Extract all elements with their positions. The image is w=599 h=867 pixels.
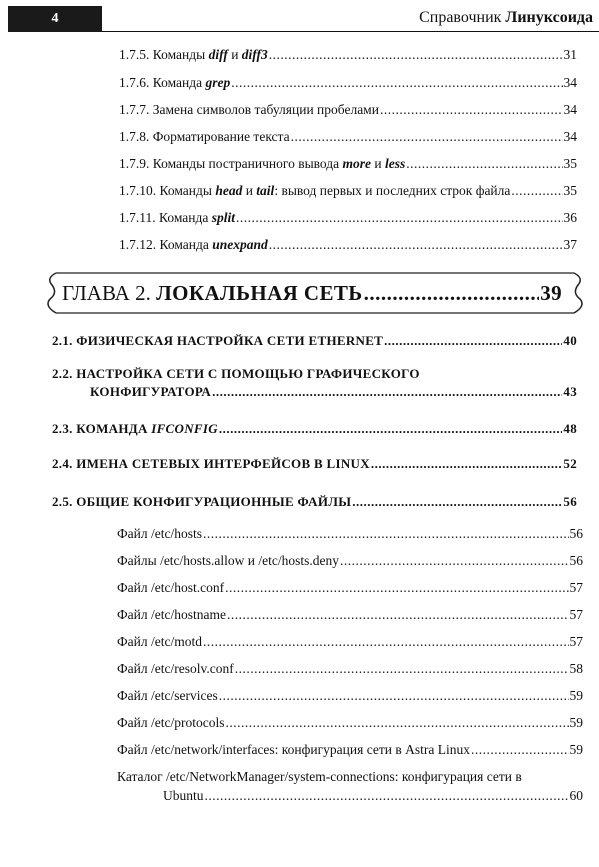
toc-entry[interactable]: 1.7.7. Замена символов табуляции пробелами ..... 34 bbox=[119, 102, 577, 118]
page-ref: 34 bbox=[563, 129, 577, 144]
toc-section[interactable]: 2.1. ФИЗИЧЕСКАЯ НАСТРОЙКА СЕТИ ETHERNET ..... 40 bbox=[52, 333, 577, 349]
dot-leader bbox=[212, 384, 562, 400]
page-ref: 57 bbox=[569, 634, 583, 649]
page-number: 4 bbox=[51, 11, 59, 26]
page-ref: 57 bbox=[569, 607, 583, 622]
page-ref: 60 bbox=[569, 788, 583, 803]
dot-leader bbox=[225, 715, 568, 731]
dot-leader bbox=[219, 421, 562, 437]
page-ref: 35 bbox=[563, 183, 577, 198]
toc-file-entry[interactable]: Файл /etc/protocols ..... 59 bbox=[117, 715, 583, 731]
page-ref: 39 bbox=[540, 281, 562, 305]
toc-file-entry[interactable]: Файл /etc/services ..... 59 bbox=[117, 688, 583, 704]
toc-file-entry[interactable]: Ubuntu ..... 60 bbox=[163, 788, 583, 804]
book-title: Справочник Линуксоида bbox=[419, 9, 593, 26]
header-rule bbox=[102, 31, 599, 32]
dot-leader bbox=[203, 526, 569, 542]
dot-leader bbox=[371, 456, 562, 472]
dot-leader bbox=[340, 553, 568, 569]
dot-leader bbox=[364, 281, 540, 306]
page-ref: 48 bbox=[563, 421, 577, 436]
toc-file-entry[interactable]: Файл /etc/hostname ..... 57 bbox=[117, 607, 583, 623]
dot-leader bbox=[227, 607, 569, 623]
toc-file-entry[interactable]: Файл /etc/hosts ..... 56 bbox=[117, 526, 583, 542]
page-ref: 56 bbox=[569, 526, 583, 541]
page-header bbox=[8, 6, 599, 32]
toc-entry[interactable]: 1.7.11. Команда split ..... 36 bbox=[119, 210, 577, 226]
toc-file-entry[interactable]: Файлы /etc/hosts.allow и /etc/hosts.deny ..... 56 bbox=[117, 553, 583, 569]
dot-leader bbox=[219, 688, 569, 704]
toc-file-entry-line1[interactable]: Каталог /etc/NetworkManager/system-connections: конфигурация сети в bbox=[117, 769, 522, 784]
toc-entry[interactable]: 1.7.8. Форматирование текста ..... 34 bbox=[119, 129, 577, 145]
dot-leader bbox=[269, 47, 563, 63]
page-ref: 59 bbox=[569, 715, 583, 730]
dot-leader bbox=[352, 494, 562, 510]
dot-leader bbox=[231, 75, 562, 91]
page-ref: 34 bbox=[563, 75, 577, 90]
dot-leader bbox=[269, 237, 563, 253]
dot-leader bbox=[205, 788, 569, 804]
page-ref: 43 bbox=[563, 384, 577, 399]
chapter-heading[interactable] bbox=[44, 270, 584, 316]
toc-entry[interactable]: 1.7.6. Команда grep ..... 34 bbox=[119, 75, 577, 91]
page-ref: 36 bbox=[563, 210, 577, 225]
page-ref: 57 bbox=[569, 580, 583, 595]
toc-section[interactable]: 2.4. ИМЕНА СЕТЕВЫХ ИНТЕРФЕЙСОВ В LINUX ..... 52 bbox=[52, 456, 577, 472]
page-ref: 31 bbox=[563, 47, 577, 62]
page-ref: 56 bbox=[569, 553, 583, 568]
page-ref: 34 bbox=[563, 102, 577, 117]
toc-section[interactable]: 2.3. КОМАНДА IFCONFIG ..... 48 bbox=[52, 421, 577, 437]
toc-file-entry[interactable]: Файл /etc/host.conf ..... 57 bbox=[117, 580, 583, 596]
page-ref: 35 bbox=[563, 156, 577, 171]
page-ref: 59 bbox=[569, 688, 583, 703]
page-ref: 52 bbox=[563, 456, 577, 471]
dot-leader bbox=[225, 580, 568, 596]
page-ref: 58 bbox=[569, 661, 583, 676]
toc-entry[interactable]: 1.7.5. Команды diff и diff3 ..... 31 bbox=[119, 47, 577, 63]
toc-entry[interactable]: 1.7.12. Команда unexpand ..... 37 bbox=[119, 237, 577, 253]
dot-leader bbox=[203, 634, 569, 650]
page-ref: 56 bbox=[563, 494, 577, 509]
toc-section[interactable]: 2.5. ОБЩИЕ КОНФИГУРАЦИОННЫЕ ФАЙЛЫ ..... 56 bbox=[52, 494, 577, 510]
toc-entry[interactable]: 1.7.10. Команды head и tail: вывод первых и последних строк файла ..... 35 bbox=[119, 183, 577, 199]
dot-leader bbox=[384, 333, 562, 349]
toc-section-line1[interactable]: 2.2. НАСТРОЙКА СЕТИ С ПОМОЩЬЮ ГРАФИЧЕСКОГО bbox=[52, 366, 420, 381]
dot-leader bbox=[406, 156, 562, 172]
page-ref: 37 bbox=[563, 237, 577, 252]
toc-file-entry[interactable]: Файл /etc/motd ..... 57 bbox=[117, 634, 583, 650]
dot-leader bbox=[511, 183, 562, 199]
dot-leader bbox=[236, 210, 563, 226]
toc-file-entry[interactable]: Файл /etc/network/interfaces: конфигурация сети в Astra Linux ..... 59 bbox=[117, 742, 583, 758]
toc-entry[interactable]: 1.7.9. Команды постраничного вывода more и less ..... 35 bbox=[119, 156, 577, 172]
page-ref: 59 bbox=[569, 742, 583, 757]
toc-file-entry[interactable]: Файл /etc/resolv.conf ..... 58 bbox=[117, 661, 583, 677]
dot-leader bbox=[291, 129, 563, 145]
toc-section[interactable]: КОНФИГУРАТОРА ..... 43 bbox=[90, 384, 577, 400]
chapter-entry: ГЛАВА 2. ЛОКАЛЬНАЯ СЕТЬ ..... 39 bbox=[62, 281, 562, 306]
dot-leader bbox=[235, 661, 569, 677]
page-ref: 40 bbox=[563, 333, 577, 348]
dot-leader bbox=[380, 102, 563, 118]
dot-leader bbox=[471, 742, 569, 758]
